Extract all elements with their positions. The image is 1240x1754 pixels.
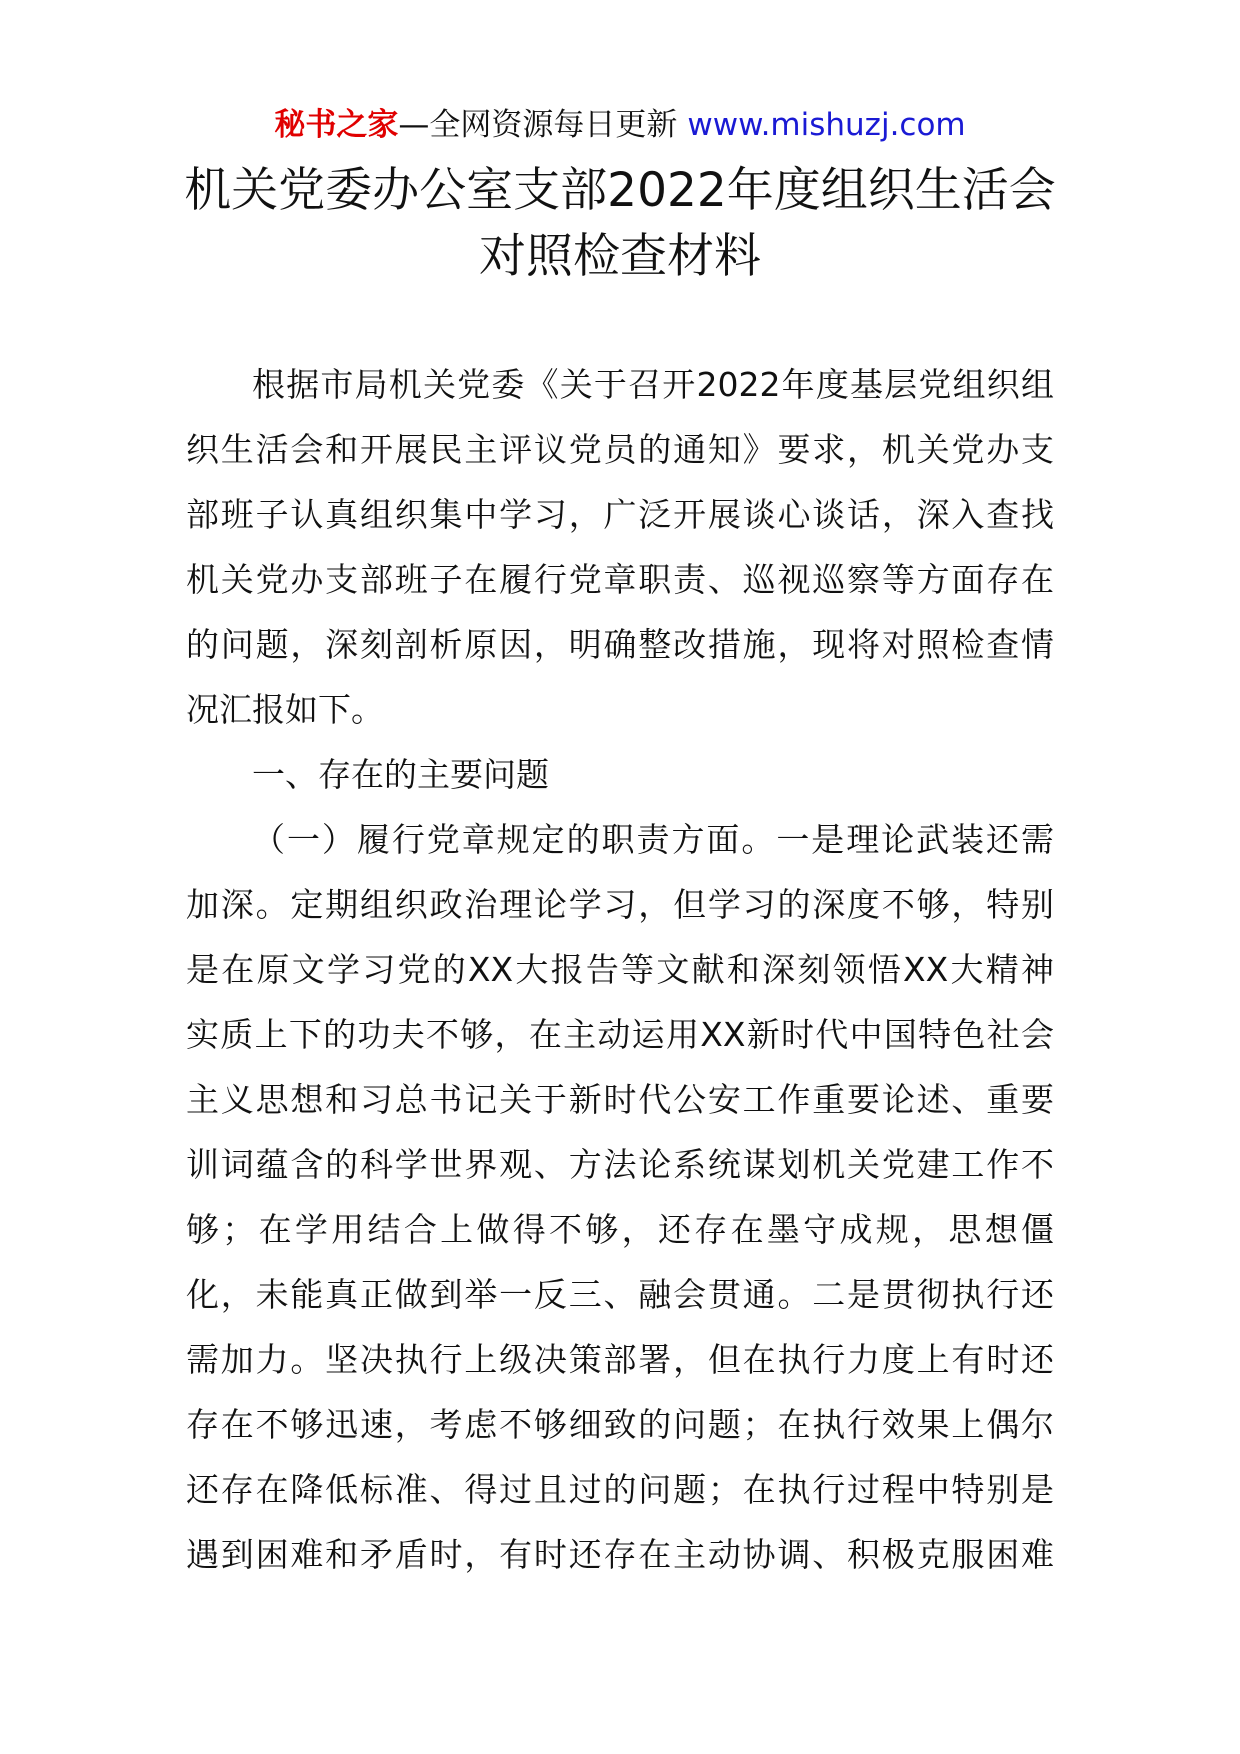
- section-line: 需加力。坚决执行上级决策部署，但在执行力度上有时还: [186, 1340, 1054, 1379]
- section-line: （一）履行党章规定的职责方面。一是理论武装还需: [252, 820, 1054, 859]
- intro-line: 部班子认真组织集中学习，广泛开展谈心谈话，深入查找: [186, 495, 1054, 534]
- section-line: 存在不够迅速，考虑不够细致的问题；在执行效果上偶尔: [186, 1405, 1054, 1444]
- site-banner: [0, 100, 1240, 150]
- document-title: [0, 158, 1240, 290]
- section-line: 化，未能真正做到举一反三、融会贯通。二是贯彻执行还: [186, 1275, 1054, 1314]
- intro-line: 织生活会和开展民主评议党员的通知》要求，机关党办支: [186, 430, 1054, 469]
- intro-line: 根据市局机关党委《关于召开2022年度基层党组织组: [252, 365, 1054, 404]
- section-line: 加深。定期组织政治理论学习，但学习的深度不够，特别: [186, 885, 1054, 924]
- title-line: 对照检查材料: [479, 229, 761, 284]
- section-line: 是在原文学习党的XX大报告等文献和深刻领悟XX大精神: [186, 950, 1054, 989]
- intro-line: 的问题，深刻剖析原因，明确整改措施，现将对照检查情: [186, 625, 1054, 664]
- section-line: 还存在降低标准、得过且过的问题；在执行过程中特别是: [186, 1470, 1054, 1509]
- section-line: 训词蕴含的科学世界观、方法论系统谋划机关党建工作不: [186, 1145, 1054, 1184]
- site-url-link[interactable]: www.mishuzj.com: [687, 107, 966, 143]
- section-line: 遇到困难和矛盾时，有时还存在主动协调、积极克服困难: [186, 1535, 1054, 1574]
- section-line: 主义思想和习总书记关于新时代公安工作重要论述、重要: [186, 1080, 1054, 1119]
- title-line: 机关党委办公室支部2022年度组织生活会: [184, 163, 1056, 218]
- brand-name: 秘书之家: [274, 107, 399, 143]
- section-line: 够；在学用结合上做得不够，还存在墨守成规，思想僵: [186, 1210, 1054, 1249]
- section-line: 实质上下的功夫不够，在主动运用XX新时代中国特色社会: [186, 1015, 1054, 1054]
- document-body: [186, 352, 1054, 1587]
- section-heading: 一、存在的主要问题: [252, 755, 549, 794]
- banner-tagline: —全网资源每日更新: [398, 107, 678, 143]
- intro-line: 机关党办支部班子在履行党章职责、巡视巡察等方面存在: [186, 560, 1054, 599]
- intro-line: 况汇报如下。: [186, 690, 384, 729]
